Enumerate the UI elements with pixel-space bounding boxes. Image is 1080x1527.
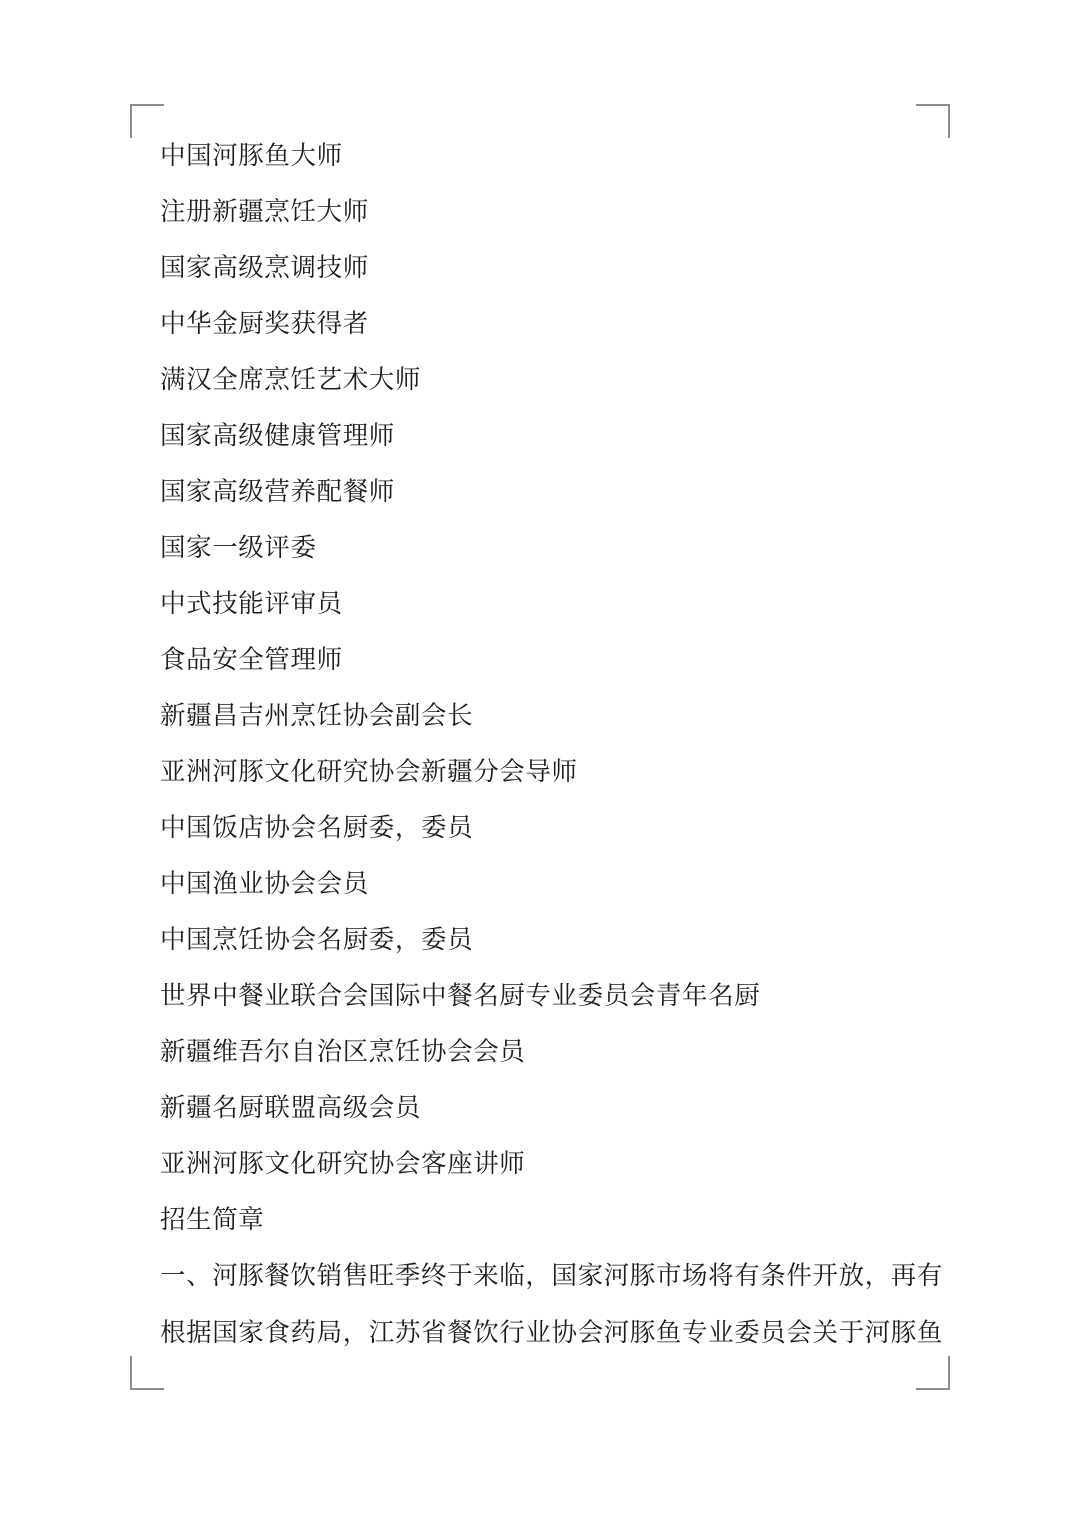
crop-mark-top-left <box>130 104 164 138</box>
paragraph-line: 一、河豚餐饮销售旺季终于来临，国家河豚市场将有条件开放，再有 <box>160 1262 944 1290</box>
credential-line: 国家高级健康管理师 <box>160 422 395 450</box>
credential-line: 世界中餐业联合会国际中餐名厨专业委员会青年名厨 <box>160 982 761 1010</box>
credential-line: 食品安全管理师 <box>160 646 343 674</box>
credential-line: 中国烹饪协会名厨委，委员 <box>160 926 474 954</box>
credential-line: 国家高级营养配餐师 <box>160 478 395 506</box>
paragraph-line: 根据国家食药局，江苏省餐饮行业协会河豚鱼专业委员会关于河豚鱼 <box>160 1319 944 1347</box>
credential-line: 中国渔业协会会员 <box>160 870 369 898</box>
crop-mark-bottom-left <box>130 1356 164 1390</box>
credential-line: 中华金厨奖获得者 <box>160 310 369 338</box>
credential-line: 中国河豚鱼大师 <box>160 142 343 170</box>
credential-line: 国家一级评委 <box>160 534 317 562</box>
credential-line: 中国饭店协会名厨委，委员 <box>160 814 474 842</box>
credential-line: 新疆昌吉州烹饪协会副会长 <box>160 702 474 730</box>
credential-line: 新疆维吾尔自治区烹饪协会会员 <box>160 1038 526 1066</box>
credential-line: 中式技能评审员 <box>160 590 343 618</box>
credential-line: 注册新疆烹饪大师 <box>160 198 369 226</box>
credential-line: 亚洲河豚文化研究协会新疆分会导师 <box>160 758 578 786</box>
credential-line: 新疆名厨联盟高级会员 <box>160 1094 422 1122</box>
credential-line: 国家高级烹调技师 <box>160 254 369 282</box>
credential-line: 亚洲河豚文化研究协会客座讲师 <box>160 1150 526 1178</box>
credential-line: 满汉全席烹饪艺术大师 <box>160 366 422 394</box>
section-heading: 招生简章 <box>160 1206 265 1234</box>
document-content <box>160 128 960 1362</box>
